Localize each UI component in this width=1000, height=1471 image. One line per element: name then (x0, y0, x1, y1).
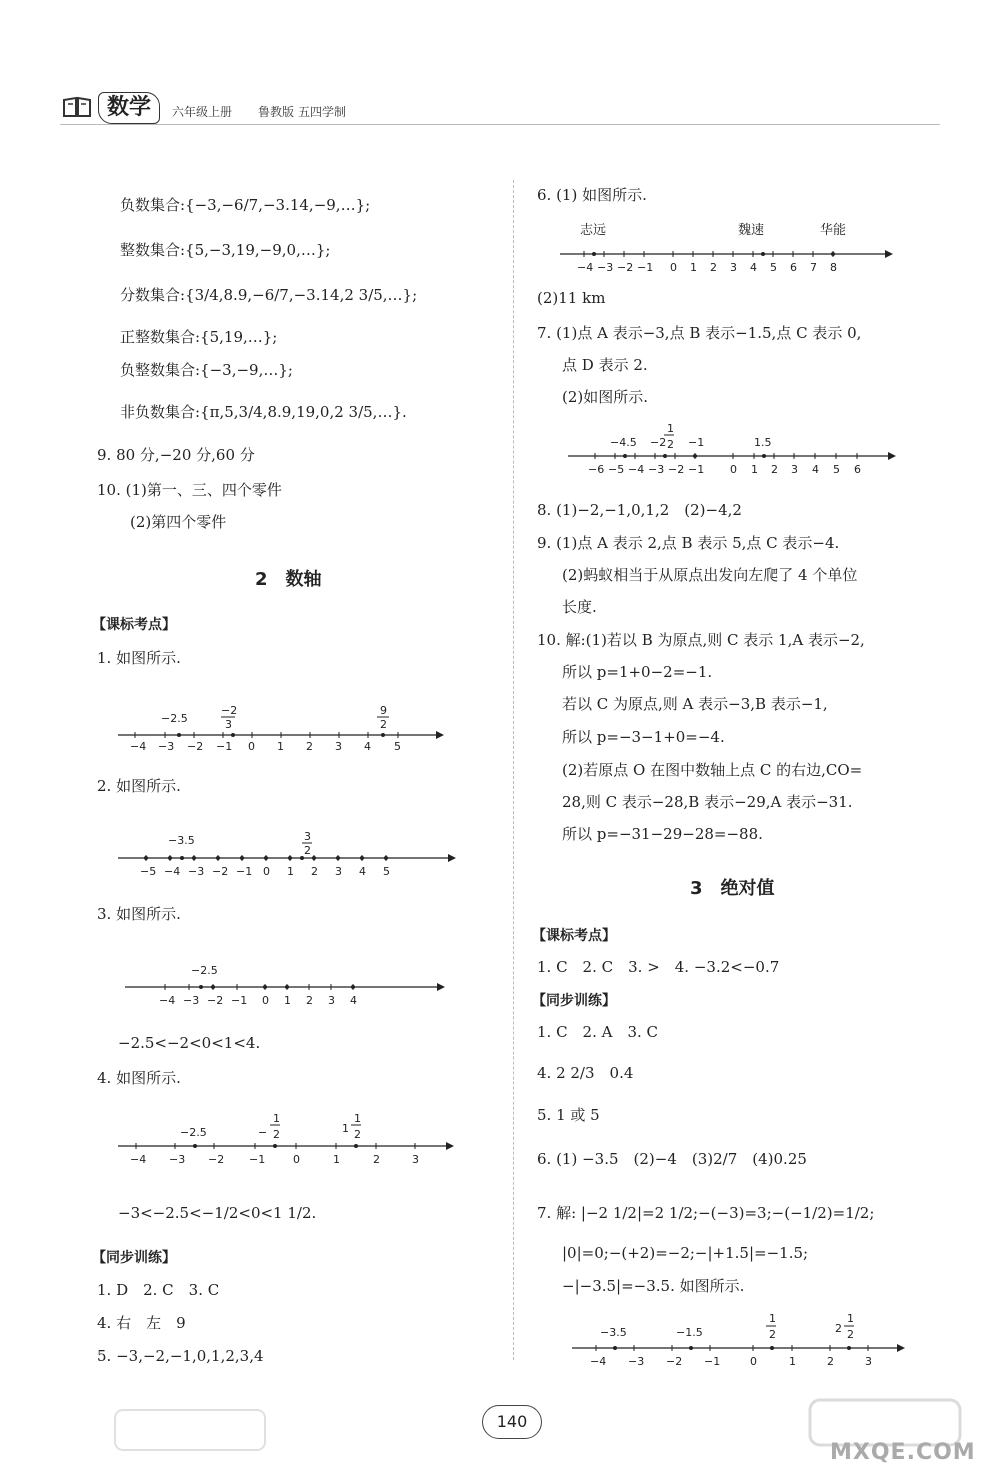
answer-9b: (2)蚂蚁相当于从原点出发向左爬了 4 个单位 (562, 566, 858, 584)
svg-text:6: 6 (790, 261, 797, 274)
svg-text:2: 2 (373, 1153, 380, 1166)
negative-integer-set: 负整数集合:{−3,−9,…}; (120, 361, 293, 379)
answer-10a: 10. (1)第一、三、四个零件 (97, 481, 282, 499)
svg-text:3: 3 (335, 740, 342, 753)
nonnegative-set: 非负数集合:{π,5,3/4,8.9,19,0,2 3/5,…}. (120, 403, 407, 421)
svg-text:−3: −3 (628, 1355, 645, 1368)
answer-6a: 6. (1) 如图所示. (537, 186, 647, 204)
sync-answer-right-7a: 7. 解: |−2 1/2|=2 1/2;−(−3)=3;−(−1/2)=1/2; (537, 1204, 875, 1222)
svg-text:3: 3 (730, 261, 737, 274)
svg-text:−3: −3 (648, 463, 665, 476)
svg-text:6: 6 (854, 463, 861, 476)
svg-text:−1: −1 (688, 436, 705, 449)
sync-answer-5: 5. −3,−2,−1,0,1,2,3,4 (97, 1347, 264, 1365)
label-weisu: 魏速 (738, 223, 765, 238)
number-line-2 (118, 828, 458, 883)
svg-text:−2: −2 (617, 261, 634, 274)
number-line-3 (125, 962, 455, 1012)
svg-text:1: 1 (333, 1153, 340, 1166)
svg-text:−1: −1 (216, 740, 233, 753)
svg-text:−6: −6 (588, 463, 605, 476)
svg-text:−5: −5 (140, 865, 157, 878)
svg-text:5: 5 (383, 865, 390, 878)
svg-text:2: 2 (710, 261, 717, 274)
svg-text:4: 4 (812, 463, 819, 476)
svg-text:−2: −2 (668, 463, 685, 476)
svg-text:−3: −3 (169, 1153, 186, 1166)
svg-text:−3: −3 (188, 865, 205, 878)
svg-text:−3: −3 (183, 994, 200, 1007)
svg-text:−4: −4 (130, 740, 147, 753)
sync-answer-4: 4. 右 左 9 (97, 1314, 186, 1332)
watermark-url: MXQE.COM (830, 1440, 976, 1465)
svg-text:0: 0 (248, 740, 255, 753)
svg-text:7: 7 (810, 261, 817, 274)
svg-text:0: 0 (293, 1153, 300, 1166)
answer-7c: (2)如图所示. (562, 388, 649, 406)
svg-text:1: 1 (273, 1112, 280, 1125)
svg-text:2: 2 (380, 718, 387, 731)
svg-text:−1: −1 (231, 994, 248, 1007)
key-answers: 1. C 2. C 3. > 4. −3.2<−0.7 (537, 958, 780, 976)
answer-7b: 点 D 表示 2. (562, 356, 648, 374)
tag-key-points: 【课标考点】 (92, 617, 176, 633)
positive-integer-set: 正整数集合:{5,19,…}; (120, 328, 278, 346)
svg-text:−5: −5 (608, 463, 625, 476)
svg-text:0: 0 (263, 865, 270, 878)
svg-text:−: − (258, 1126, 268, 1139)
sync-answer-right-7b: |0|=0;−(+2)=−2;−|+1.5|=−1.5; (562, 1244, 809, 1262)
svg-text:−3.5: −3.5 (168, 834, 195, 847)
column-divider (513, 180, 514, 1360)
svg-text:1: 1 (354, 1112, 361, 1125)
svg-text:−4: −4 (628, 463, 645, 476)
number-line-4 (118, 1108, 458, 1168)
svg-text:−4: −4 (577, 261, 594, 274)
answer-10e: (2)若原点 O 在图中数轴上点 C 的右边,CO= (562, 761, 863, 779)
answer-9: 9. 80 分,−20 分,60 分 (97, 446, 255, 464)
svg-text:1: 1 (667, 422, 674, 435)
svg-text:1: 1 (751, 463, 758, 476)
answer-3: −2.5<−2<0<1<4. (118, 1034, 261, 1052)
answer-10b: 所以 p=1+0−2=−1. (562, 663, 713, 681)
svg-text:0: 0 (730, 463, 737, 476)
negative-set: 负数集合:{−3,−6/7,−3.14,−9,…}; (120, 196, 371, 214)
header-rule (60, 124, 940, 125)
svg-text:−2.5: −2.5 (180, 1126, 207, 1139)
svg-text:2: 2 (311, 865, 318, 878)
svg-text:−4: −4 (590, 1355, 607, 1368)
answer-10f: 28,则 C 表示−28,B 表示−29,A 表示−31. (562, 793, 853, 811)
svg-text:2: 2 (667, 438, 674, 451)
tag-sync-training-right: 【同步训练】 (532, 993, 616, 1009)
svg-text:9: 9 (380, 704, 387, 717)
svg-text:−4: −4 (159, 994, 176, 1007)
tag-sync-training: 【同步训练】 (92, 1250, 176, 1266)
answer-10g: 所以 p=−31−29−28=−88. (562, 825, 763, 843)
svg-text:2: 2 (769, 1328, 776, 1341)
sync-answer-right-6: 6. (1) −3.5 (2)−4 (3)2/7 (4)0.25 (537, 1150, 807, 1168)
integer-set: 整数集合:{5,−3,19,−9,0,…}; (120, 241, 331, 259)
answer-10d: 所以 p=−3−1+0=−4. (562, 728, 725, 746)
svg-text:−4: −4 (164, 865, 181, 878)
svg-text:2: 2 (306, 740, 313, 753)
svg-text:3: 3 (865, 1355, 872, 1368)
number-line-1 (118, 700, 448, 755)
svg-text:−1: −1 (236, 865, 253, 878)
svg-text:2: 2 (273, 1128, 280, 1141)
svg-text:1.5: 1.5 (754, 436, 772, 449)
sync-answer-right-7c: −|−3.5|=−3.5. 如图所示. (562, 1277, 745, 1295)
svg-text:8: 8 (830, 261, 837, 274)
svg-text:1: 1 (769, 1312, 776, 1325)
section-title-number-line: 2 数轴 (255, 569, 322, 590)
edition-label: 鲁教版 (258, 105, 295, 119)
svg-text:3: 3 (225, 718, 232, 731)
svg-text:−2: −2 (221, 704, 238, 717)
subject-badge: 数学 (98, 92, 160, 124)
number-line-q7 (568, 418, 908, 478)
answer-10b: (2)第四个零件 (130, 513, 227, 531)
svg-text:0: 0 (750, 1355, 757, 1368)
svg-text:4: 4 (350, 994, 357, 1007)
svg-text:−2: −2 (650, 436, 667, 449)
question-4: 4. 如图所示. (97, 1069, 181, 1087)
svg-text:0: 0 (670, 261, 677, 274)
svg-text:1: 1 (287, 865, 294, 878)
svg-text:4: 4 (364, 740, 371, 753)
answer-4: −3<−2.5<−1/2<0<1 1/2. (118, 1204, 317, 1222)
svg-text:5: 5 (394, 740, 401, 753)
svg-text:1: 1 (284, 994, 291, 1007)
svg-text:1: 1 (277, 740, 284, 753)
svg-text:−3: −3 (158, 740, 175, 753)
svg-text:0: 0 (262, 994, 269, 1007)
svg-text:−2: −2 (207, 994, 224, 1007)
svg-text:−4.5: −4.5 (610, 436, 637, 449)
fraction-set: 分数集合:{3/4,8.9,−6/7,−3.14,2 3/5,…}; (120, 286, 418, 304)
svg-text:3: 3 (335, 865, 342, 878)
svg-text:4: 4 (359, 865, 366, 878)
svg-text:−2.5: −2.5 (161, 712, 188, 725)
answer-6b: (2)11 km (537, 289, 606, 307)
svg-text:2: 2 (306, 994, 313, 1007)
svg-text:−2.5: −2.5 (191, 964, 218, 977)
answer-8: 8. (1)−2,−1,0,1,2 (2)−4,2 (537, 501, 742, 519)
svg-text:−2: −2 (666, 1355, 683, 1368)
answer-9a: 9. (1)点 A 表示 2,点 B 表示 5,点 C 表示−4. (537, 534, 840, 552)
section-title-absolute-value: 3 绝对值 (690, 878, 775, 899)
svg-text:−4: −4 (130, 1153, 147, 1166)
svg-text:2: 2 (847, 1328, 854, 1341)
grade-label: 六年级上册 (172, 105, 233, 119)
svg-text:−1: −1 (704, 1355, 721, 1368)
svg-text:−1: −1 (688, 463, 705, 476)
question-3: 3. 如图所示. (97, 905, 181, 923)
sync-answers-right-1-3: 1. C 2. A 3. C (537, 1023, 659, 1041)
svg-text:2: 2 (354, 1128, 361, 1141)
answer-10a: 10. 解:(1)若以 B 为原点,则 C 表示 1,A 表示−2, (537, 631, 865, 649)
answer-10c: 若以 C 为原点,则 A 表示−3,B 表示−1, (562, 695, 828, 713)
question-2: 2. 如图所示. (97, 777, 181, 795)
svg-text:−1: −1 (637, 261, 654, 274)
svg-text:3: 3 (791, 463, 798, 476)
sync-answer-right-4: 4. 2 2/3 0.4 (537, 1064, 634, 1082)
number-line-q7-abs (572, 1310, 912, 1370)
svg-text:5: 5 (770, 261, 777, 274)
question-1: 1. 如图所示. (97, 649, 181, 667)
svg-text:−2: −2 (187, 740, 204, 753)
sync-answers-1-3: 1. D 2. C 3. C (97, 1281, 220, 1299)
svg-text:3: 3 (328, 994, 335, 1007)
svg-text:2: 2 (827, 1355, 834, 1368)
stamp-mark (105, 1400, 275, 1460)
label-huaneng: 华能 (820, 223, 847, 238)
svg-text:2: 2 (304, 844, 311, 857)
page-number: 140 (482, 1405, 542, 1439)
answer-7a: 7. (1)点 A 表示−3,点 B 表示−1.5,点 C 表示 0, (537, 324, 862, 342)
svg-text:−3.5: −3.5 (600, 1326, 627, 1339)
svg-text:−2: −2 (208, 1153, 225, 1166)
svg-text:3: 3 (304, 830, 311, 843)
svg-text:3: 3 (412, 1153, 419, 1166)
svg-text:1: 1 (690, 261, 697, 274)
svg-text:4: 4 (750, 261, 757, 274)
svg-text:5: 5 (833, 463, 840, 476)
svg-text:−1.5: −1.5 (676, 1326, 703, 1339)
label-zhiyuan: 志远 (580, 223, 607, 238)
svg-text:−2: −2 (212, 865, 229, 878)
tag-key-points-right: 【课标考点】 (532, 928, 616, 944)
svg-text:2: 2 (835, 1322, 842, 1335)
sync-answer-right-5: 5. 1 或 5 (537, 1106, 600, 1124)
svg-text:1: 1 (789, 1355, 796, 1368)
system-label: 五四学制 (298, 105, 347, 119)
svg-text:1: 1 (342, 1122, 349, 1135)
svg-text:1: 1 (847, 1312, 854, 1325)
svg-text:2: 2 (771, 463, 778, 476)
svg-text:−1: −1 (249, 1153, 266, 1166)
book-icon (62, 96, 92, 118)
answer-9c: 长度. (562, 598, 597, 616)
number-line-q6 (560, 220, 900, 280)
svg-text:−3: −3 (597, 261, 614, 274)
